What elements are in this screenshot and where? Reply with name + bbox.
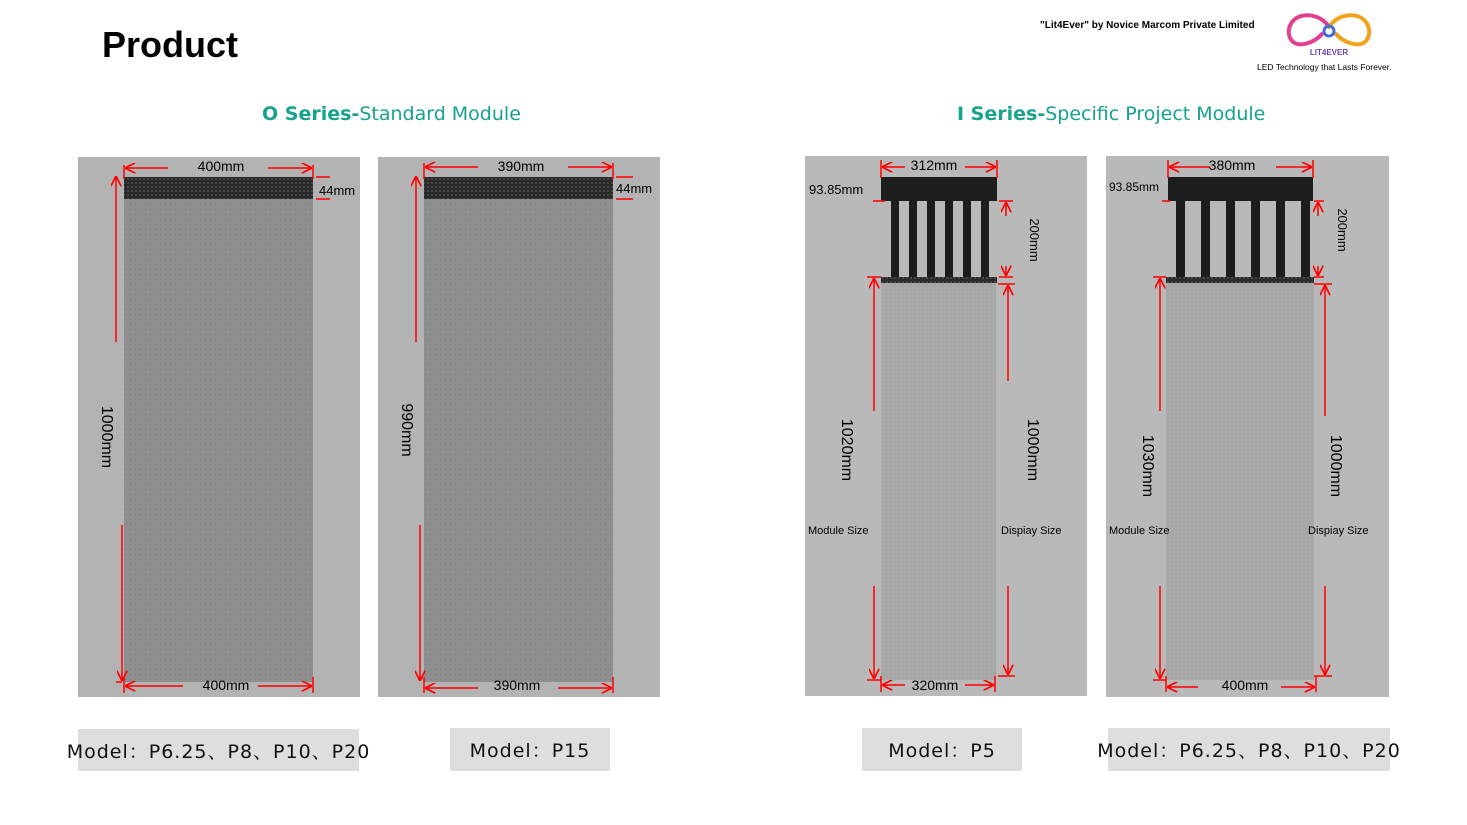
top-height-label: 44mm	[319, 183, 356, 198]
top-width-label: 312mm	[910, 157, 958, 173]
led-strip	[1166, 277, 1314, 283]
i-series-title	[957, 103, 1265, 125]
model-label-i-series-p5: Model：P5	[862, 728, 1022, 771]
logo-text: LIT4EVER	[1309, 48, 1349, 57]
module-image-i-series-p5	[805, 156, 1087, 696]
module-size-label: Module Size	[1109, 525, 1170, 537]
bottom-width-label: 390mm	[493, 677, 541, 693]
brand-logo	[1282, 10, 1376, 58]
module-height-label: 1030mm	[1139, 434, 1156, 498]
display-height-label: 1000mm	[1327, 434, 1344, 498]
model-label-o-series-p6: Model：P6.25、P8、P10、P20	[78, 729, 359, 771]
i-series-subtitle: Specific Project Module	[1045, 103, 1266, 125]
module-size-label: Module Size	[808, 525, 869, 537]
bracket-height-label: 200mm	[1335, 208, 1350, 252]
height-label: 990mm	[398, 403, 415, 457]
o-series-title	[262, 103, 521, 125]
display-size-label: Dispiay Size	[1001, 525, 1062, 537]
module-image-o-series-p15	[378, 157, 660, 697]
top-module-strip	[124, 177, 313, 199]
page-title: Product	[102, 24, 239, 65]
led-screen	[124, 177, 313, 682]
model-label-o-series-p15: Model：P15	[450, 728, 610, 771]
module-image-i-series-p6	[1106, 156, 1389, 697]
infinity-logo-icon	[1282, 10, 1376, 58]
bracket-bars	[891, 201, 989, 277]
top-width-label: 390mm	[497, 158, 545, 174]
module-height-label: 1020mm	[838, 418, 855, 482]
display-size-label: Dispiay Size	[1308, 525, 1369, 537]
led-screen	[881, 280, 996, 680]
brand-company-name: "Lit4Ever" by Novice Marcom Private Limited	[1040, 20, 1255, 31]
top-height-label: 93.85mm	[809, 182, 864, 197]
bracket-bars	[1176, 201, 1310, 277]
top-width-label: 380mm	[1208, 157, 1256, 173]
bottom-width-label: 400mm	[1221, 677, 1269, 693]
height-label: 1000mm	[98, 405, 115, 469]
led-screen	[424, 177, 613, 682]
top-height-label: 44mm	[616, 181, 653, 196]
bracket-height-label: 200mm	[1027, 218, 1042, 262]
led-screen	[1166, 280, 1314, 680]
led-strip	[881, 277, 997, 283]
i-series-name: I Series-	[957, 103, 1046, 125]
top-bar	[1168, 177, 1313, 201]
display-height-label: 1000mm	[1024, 418, 1041, 482]
bottom-width-label: 320mm	[911, 677, 959, 693]
top-width-label: 400mm	[197, 158, 245, 174]
top-module-strip	[424, 177, 613, 199]
top-height-label: 93.85mm	[1109, 180, 1160, 194]
module-image-o-series-p6	[78, 157, 360, 697]
o-series-name: O Series-	[262, 103, 360, 125]
o-series-subtitle: Standard Module	[359, 103, 521, 125]
bottom-width-label: 400mm	[202, 677, 250, 693]
model-label-i-series-p6: Model：P6.25、P8、P10、P20	[1108, 728, 1390, 771]
top-bar	[881, 177, 997, 201]
brand-tagline: LED Technology that Lasts Forever.	[1257, 62, 1392, 72]
